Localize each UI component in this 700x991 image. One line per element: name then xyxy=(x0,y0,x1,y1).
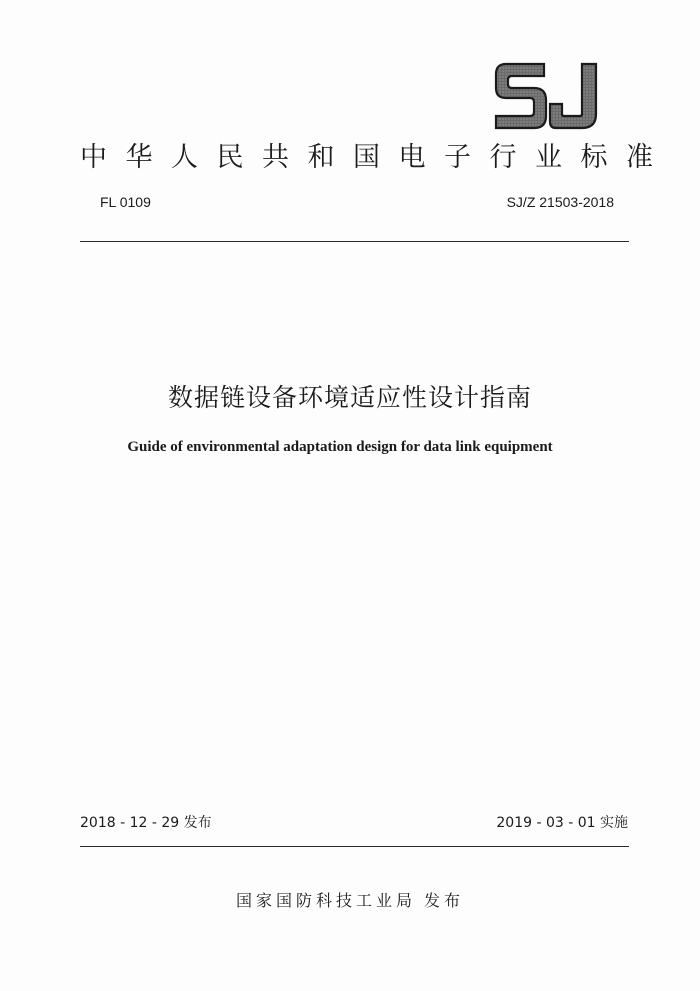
sj-logo xyxy=(490,58,604,134)
implementation-date: 2019 - 03 - 01 实施 xyxy=(496,815,628,831)
document-title-chinese: 数据链设备环境适应性设计指南 xyxy=(167,383,532,412)
standard-type-heading: 中华人民共和国电子行业标准 xyxy=(80,142,672,173)
publisher-line xyxy=(0,888,700,911)
footer-divider xyxy=(80,846,629,847)
standard-number: SJ/Z 21503-2018 xyxy=(506,194,614,210)
publisher-action: 发布 xyxy=(424,891,465,910)
header-divider xyxy=(80,241,629,242)
classification-code: FL 0109 xyxy=(100,194,151,210)
issue-date: 2018 - 12 - 29 发布 xyxy=(80,815,212,831)
publisher-name: 国家国防科技工业局 xyxy=(235,891,416,910)
document-title-english: Guide of environmental adaptation design for data link equipment xyxy=(127,439,553,455)
